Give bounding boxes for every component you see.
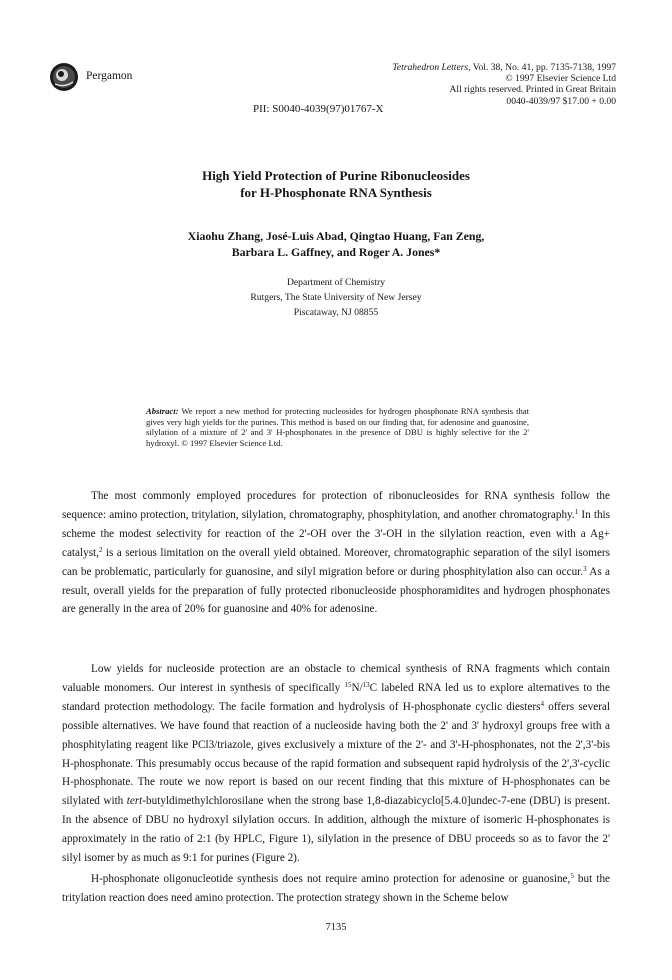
text-run: -butyldimethylchlorosilane when the strong base 1,8-diazabicyclo[5.4.0]undec-7-ene (DBU) is present. In the absence of DBU no hydroxyl silylation occurs. In addition, although the mixture of isomeric H-phosphonates is approximately in the ratio of 2:1 (by HPLC, Figure 1), silylation in the presence of DBU proceeds so as to favor the 2' silyl isomer by as much as 9:1 for purines (Figure 2). — [62, 795, 610, 865]
title-line: High Yield Protection of Purine Ribonucleosides — [202, 168, 470, 183]
reference-superscript: 1 — [574, 507, 579, 516]
text-run: The most commonly employed procedures for protection of ribonucleosides for RNA synthesis follow the sequence: amino protection, tritylation, silylation, chromatography, phosphitylation, and another chromatography. — [62, 490, 610, 521]
text-run: C labeled RNA led us to explore alternatives to the standard protection methodology. The facile formation and hydrolysis of H-phosphonate cyclic diesters — [62, 681, 610, 713]
reference-superscript: 2 — [98, 545, 103, 554]
page-number: 7135 — [325, 922, 347, 933]
body-paragraph-3 — [62, 870, 610, 908]
body-paragraph-2 — [62, 660, 610, 868]
text-run: As a result, overall yields for the preparation of fully protected ribonucleoside phosphoramidites and hydrogen phosphonates are generally in the area of 20% for guanosine and 40% for adenosine. — [62, 565, 610, 616]
body-paragraph-1 — [62, 487, 610, 619]
authors-line: Xiaohu Zhang, José-Luis Abad, Qingtao Huang, Fan Zeng, — [187, 229, 485, 243]
paper-title — [0, 167, 672, 201]
isotope-superscript: 13 — [362, 680, 370, 689]
text-run-italic: tert — [126, 795, 143, 808]
abstract-label: Abstract: — [146, 406, 179, 416]
text-run: is a serious limitation on the overall yield obtained. Moreover, chromatographic separation of the silyl isomers can be problematic, particularly for guanosine, and silyl migration before or during phosphitylation also can occur. — [62, 546, 610, 578]
text-run: In this scheme the modest selectivity for reaction of the 2'-OH over the 3'-OH in the silylation reaction, even with a Ag+ catalyst, — [62, 508, 610, 559]
authors — [0, 228, 672, 260]
publisher-name: Pergamon — [86, 70, 133, 82]
authors-line: Barbara L. Gaffney, and Roger A. Jones* — [231, 245, 441, 259]
affiliation-line: Piscataway, NJ 08855 — [293, 307, 379, 318]
affiliation — [0, 275, 672, 320]
affiliation-line: Rutgers, The State University of New Jersey — [250, 292, 422, 303]
journal-name: Tetrahedron Letters — [392, 62, 469, 73]
pergamon-logo — [49, 62, 79, 92]
journal-info — [286, 62, 616, 107]
rights: All rights reserved. Printed in Great Britain — [449, 84, 616, 96]
reference-superscript: 5 — [570, 872, 574, 880]
reference-superscript: 3 — [583, 564, 587, 573]
text-run: N/ — [351, 681, 363, 694]
isotope-superscript: 15 — [344, 680, 352, 689]
copyright: © 1997 Elsevier Science Ltd — [505, 73, 616, 85]
text-run: but the tritylation reaction does need amino protection. The protection strategy shown in the Scheme below — [62, 873, 611, 904]
text-run: offers several possible alternatives. We have found that reaction of a nucleoside having both the 2' and 3' hydroxyl groups free with a phosphitylating reagent like PCl3/triazole, gives exclusively a mixture of the 2'- and 3'-H-phosphonates, not the 2',3'-bis H-phosphonate. This presumably occus because of the rapid formation and subsequent rapid hydrolysis of the 2',3'-cyclic H-phosphonate. The route we now report is based on our recent finding that this mixture of H-phosphonates can be silylated with — [62, 700, 610, 808]
affiliation-line: Department of Chemistry — [286, 277, 386, 288]
reference-superscript: 4 — [540, 699, 544, 708]
text-run: H-phosphonate oligonucleotide synthesis does not require amino protection for adenosine or guanosine, — [91, 873, 571, 885]
abstract — [146, 406, 529, 448]
issn: 0040-4039/97 $17.00 + 0.00 — [506, 95, 616, 107]
citation: , Vol. 38, No. 41, pp. 7135-7138, 1997 — [468, 62, 616, 73]
title-line: for H-Phosphonate RNA Synthesis — [240, 185, 432, 200]
pii: PII: S0040-4039(97)01767-X — [253, 103, 384, 115]
abstract-text: We report a new method for protecting nucleosides for hydrogen phosphonate RNA synthesis that gives very high yields for the purines. This method is based on our finding that, for adenosine and guanosine, silylation of a mixture of 2' and 3' H-phosphonates in the presence of DBU is highly selective for the 2' hydroxyl. © 1997 Elsevier Science Ltd. — [146, 406, 529, 448]
text-run: Low yields for nucleoside protection are an obstacle to chemical synthesis of RNA fragments which contain valuable monomers. Our interest in synthesis of specifically — [62, 663, 610, 694]
